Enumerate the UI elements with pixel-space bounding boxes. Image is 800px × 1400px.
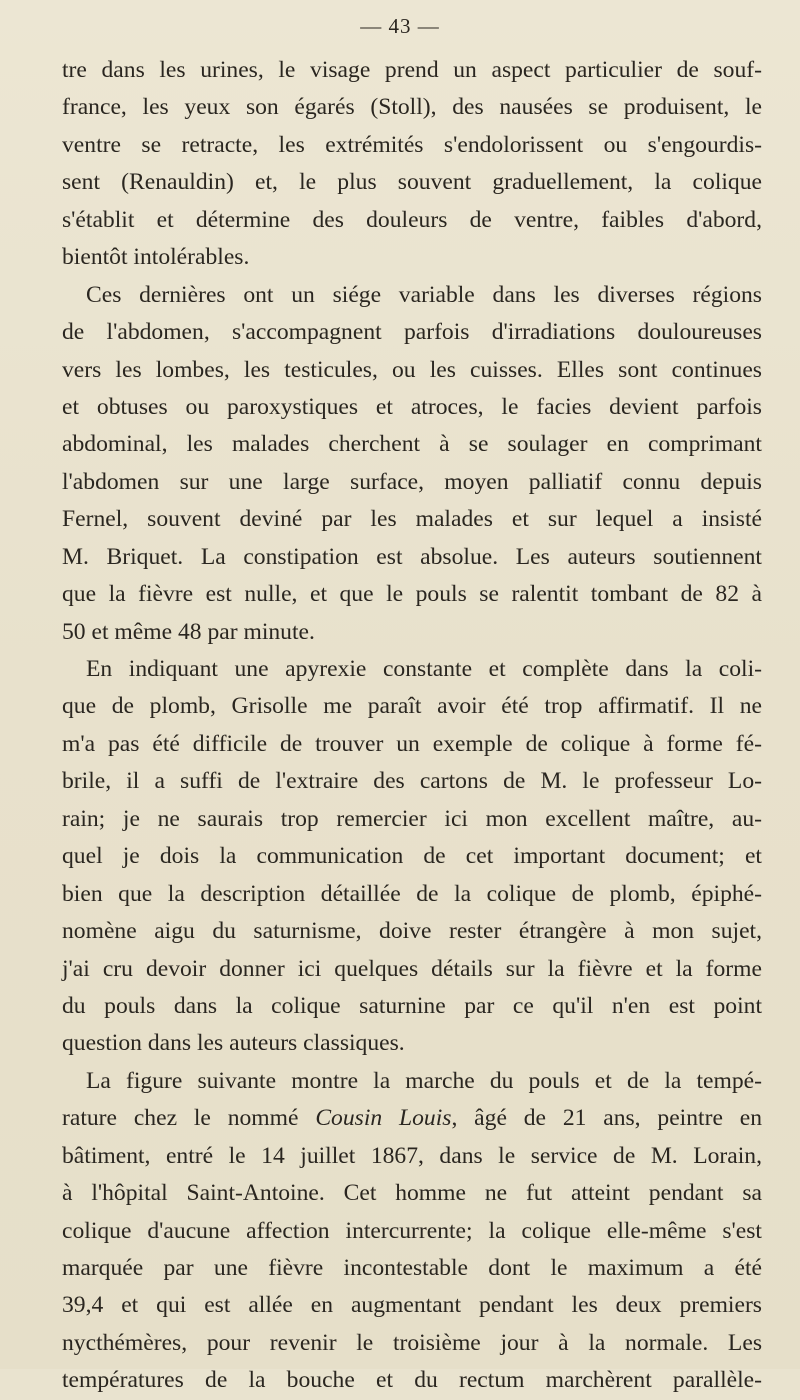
text-line: 50 et même 48 par minute. xyxy=(62,618,315,645)
italic-name: Cousin Louis xyxy=(315,1105,452,1132)
text-line: rain; je ne saurais trop remercier ici mon excellent maître, au- xyxy=(62,805,762,832)
text-line: nycthémères, pour revenir le troisième jour à la normale. Les xyxy=(62,1329,762,1356)
text-line: j'ai cru devoir donner ici quelques détails sur la fièvre et la forme xyxy=(62,955,762,982)
text-line: La figure suivante montre la marche du pouls et de la tempé- xyxy=(86,1067,762,1094)
text-segment: , âgé de 21 ans, peintre en xyxy=(451,1105,762,1132)
text-line: colique d'aucune affection intercurrente; la colique elle-même s'est xyxy=(62,1217,762,1244)
text-line: ventre se retracte, les extrémités s'endolorissent ou s'engourdis- xyxy=(62,131,762,158)
text-line: à l'hôpital Saint-Antoine. Cet homme ne fut atteint pendant sa xyxy=(62,1180,762,1207)
text-line: Fernel, souvent deviné par les malades et sur lequel a insisté xyxy=(62,506,762,533)
page-number: — 43 — xyxy=(360,14,440,38)
text-line: Ces dernières ont un siége variable dans les diverses régions xyxy=(86,281,762,308)
text-line: s'établit et détermine des douleurs de ventre, faibles d'abord, xyxy=(62,206,762,233)
text-line: 39,4 et qui est allée en augmentant pendant les deux premiers xyxy=(62,1292,762,1319)
text-line: m'a pas été difficile de trouver un exemple de colique à forme fé- xyxy=(62,730,762,757)
text-line: de l'abdomen, s'accompagnent parfois d'irradiations douloureuses xyxy=(62,319,762,346)
text-line: M. Briquet. La constipation est absolue. Les auteurs soutiennent xyxy=(62,543,762,570)
text-line: l'abdomen sur une large surface, moyen palliatif connu depuis xyxy=(62,468,762,495)
text-line: tre dans les urines, le visage prend un aspect particulier de souf- xyxy=(62,57,762,83)
text-line: question dans les auteurs classiques. xyxy=(62,1030,405,1057)
text-line: En indiquant une apyrexie constante et complète dans la coli- xyxy=(86,656,762,682)
text-line: nomène aigu du saturnisme, doive rester étrangère à mon sujet, xyxy=(62,918,762,945)
text-line: bâtiment, entré le 14 juillet 1867, dans le service de M. Lorain, xyxy=(62,1142,762,1169)
text-line: quel je dois la communication de cet important document; et xyxy=(62,843,762,870)
text-line: que de plomb, Grisolle me paraît avoir été trop affirmatif. Il ne xyxy=(62,693,762,720)
text-line: abdominal, les malades cherchent à se soulager en comprimant xyxy=(62,431,762,458)
text-line: du pouls dans la colique saturnine par ce qu'il n'en est point xyxy=(62,992,762,1019)
text-line: températures de la bouche et du rectum marchèrent parallèle- xyxy=(62,1367,762,1394)
text-line: sent (Renauldin) et, le plus souvent graduellement, la colique xyxy=(62,169,762,196)
text-line: bientôt intolérables. xyxy=(62,244,250,271)
text-line: france, les yeux son égarés (Stoll), des nausées se produisent, le xyxy=(62,94,762,121)
text-line: marquée par une fièvre incontestable dont le maximum a été xyxy=(62,1255,762,1281)
text-line xyxy=(62,1100,762,1137)
text-line: et obtuses ou paroxystiques et atroces, le facies devient parfois xyxy=(62,393,762,420)
text-line: vers les lombes, les testicules, ou les cuisses. Elles sont continues xyxy=(62,356,762,383)
text-line: brile, il a suffi de l'extraire des cartons de M. le professeur Lo- xyxy=(62,768,762,795)
body-text xyxy=(62,52,762,1400)
text-segment: rature chez le nommé xyxy=(62,1105,316,1132)
text-line: bien que la description détaillée de la colique de plomb, épiphé- xyxy=(62,880,762,907)
text-line: que la fièvre est nulle, et que le pouls se ralentit tombant de 82 à xyxy=(62,581,762,608)
